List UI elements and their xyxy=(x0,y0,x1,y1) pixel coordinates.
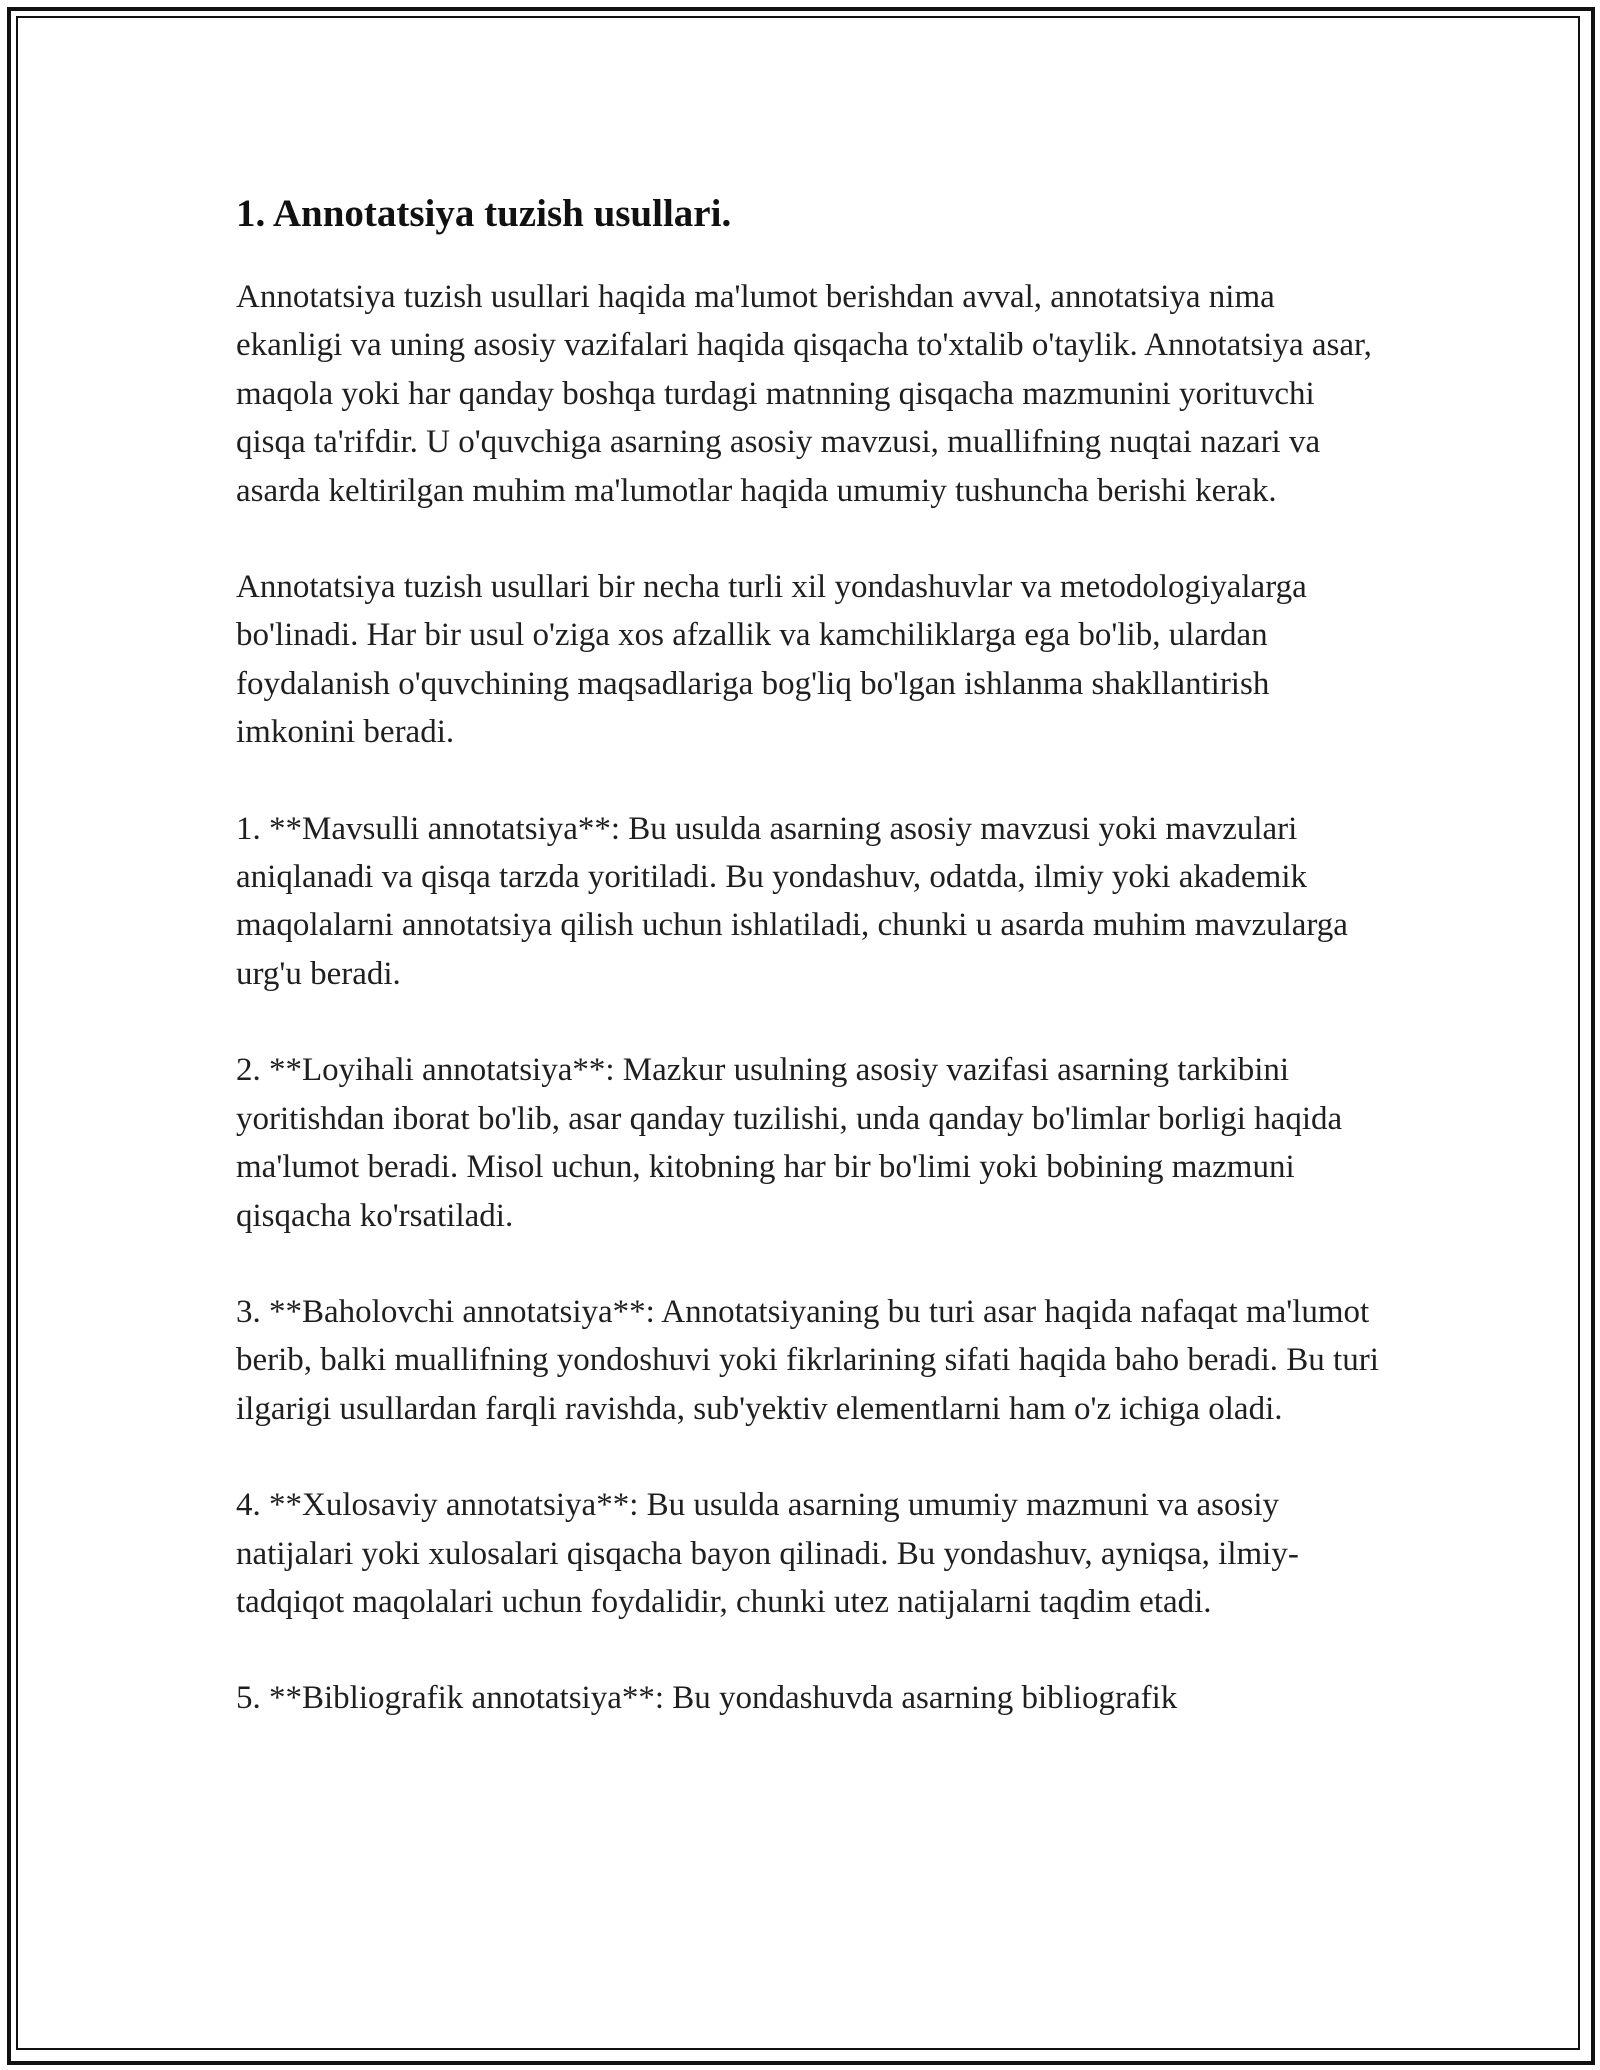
list-item-loyihali: 2. **Loyihali annotatsiya**: Mazkur usulning asosiy vazifasi asarning tarkibini yoritishdan iborat bo'lib, asar qanday tuzilishi, unda qanday bo'limlar borligi haqida ma'lumot beradi. Misol uchun, kitobning har bir bo'limi yoki bobining mazmuni qisqacha ko'rsatiladi. xyxy=(236,1052,1343,1234)
list-item-baholovchi: 3. **Baholovchi annotatsiya**: Annotatsiyaning bu turi asar haqida nafaqat ma'lumot berib, balki muallifning yondoshuvi yoki fikrlarining sifati haqida baho beradi. Bu turi ilgarigi usullardan farqli ravishda, sub'yektiv elementlarni ham o'z ichiga oladi. xyxy=(236,1293,1379,1427)
intro-paragraph: Annotatsiya tuzish usullari haqida ma'lumot berishdan avval, annotatsiya nima ekanligi va uning asosiy vazifalari haqida qisqacha to'xtalib o'taylik. Annotatsiya asar, maqola yoki har qanday boshqa turdagi matnning qisqacha mazmunini yorituvchi qisqa ta'rifdir. U o'quvchiga asarning asosiy mavzusi, muallifning nuqtai nazari va asarda keltirilgan muhim ma'lumotlar haqida umumiy tushuncha berishi kerak. xyxy=(236,279,1372,509)
list-item-mavsulli: 1. **Mavsulli annotatsiya**: Bu usulda asarning asosiy mavzusi yoki mavzulari aniqlanadi va qisqa tarzda yoritiladi. Bu yondashuv, odatda, ilmiy yoki akademik maqolalarni annotatsiya qilish uchun ishlatiladi, chunki u asarda muhim mavzularga urg'u beradi. xyxy=(236,810,1348,992)
methods-overview-paragraph: Annotatsiya tuzish usullari bir necha turli xil yondashuvlar va metodologiyalarga bo'linadi. Har bir usul o'ziga xos afzallik va kamchiliklarga ega bo'lib, ulardan foydalanish o'quvchining maqsadlariga bog'liq bo'lgan ishlanma shakllantirish imkonini beradi. xyxy=(236,569,1307,751)
list-item-bibliografik: 5. **Bibliografik annotatsiya**: Bu yondashuvda asarning bibliografik xyxy=(236,1680,1178,1717)
section-heading: 1. Annotatsiya tuzish usullari. xyxy=(236,192,732,235)
document-body xyxy=(236,188,1386,1771)
list-item-xulosaviy: 4. **Xulosaviy annotatsiya**: Bu usulda asarning umumiy mazmuni va asosiy natijalari yoki xulosalari qisqacha bayon qilinadi. Bu yondashuv, ayniqsa, ilmiy-tadqiqot maqolalari uchun foydalidir, chunki utez natijalarni taqdim etadi. xyxy=(236,1487,1299,1620)
